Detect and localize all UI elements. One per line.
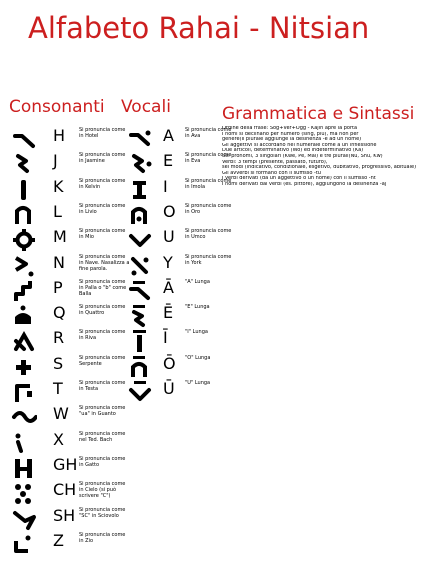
bar-caps-icon [127, 178, 153, 202]
latin-letter: Ō [163, 353, 176, 373]
consonants-heading: Consonanti [9, 97, 105, 117]
pronunciation-note: Si pronuncia come in Imola [185, 177, 232, 190]
latin-letter: Q [53, 303, 66, 323]
arch-mark-icon [127, 355, 153, 379]
latin-letter: O [163, 201, 176, 221]
latin-letter: Ē [163, 303, 174, 323]
slant-dot-icon [127, 254, 153, 278]
pronunciation-note: Si pronuncia come in Oro [185, 202, 232, 215]
pronunciation-note: Si pronuncia come in Zio [79, 531, 126, 544]
corner-dot-icon [11, 532, 37, 556]
pronunciation-note: Si pronuncia come in Mio [79, 228, 126, 241]
latin-letter: U [163, 227, 175, 247]
grammar-line: I nomi derivati dai verbi (es. pittore), aggiungono la desinenza -aj [222, 181, 387, 187]
bar-stroke-icon [11, 178, 37, 202]
zigzag-stroke-icon [11, 152, 37, 176]
grammar-line: Gli aggettivi si accordano nel numerale come a un inflessione [222, 142, 377, 148]
latin-letter: M [53, 227, 67, 247]
pronunciation-note: "U" Lunga [185, 380, 211, 386]
hook-bar-icon [11, 380, 37, 404]
pronunciation-note: Si pronuncia come in Jasmine [79, 152, 126, 165]
latin-letter: I [163, 176, 168, 196]
bar-mark-icon [127, 329, 153, 353]
stair-stroke-icon [11, 279, 37, 303]
latin-letter: L [53, 201, 62, 221]
gear-ring-icon [11, 228, 37, 252]
latin-letter: T [53, 379, 63, 398]
grammar-line: I nomi si declinano per numero (sing, plu), ma non per [222, 131, 359, 137]
pronunciation-note: Si pronuncia come in Umco [185, 228, 232, 241]
double-h-icon [11, 456, 37, 480]
pronunciation-note: Si pronuncia come in Testa [79, 380, 126, 392]
latin-letter: W [53, 404, 69, 424]
pronunciation-note: Si pronuncia come nel Ted. Bach [79, 430, 126, 443]
pronunciation-note: Si pronuncia come in Ava [185, 127, 232, 139]
dot-hook-icon [11, 431, 37, 455]
pronunciation-note: Si pronuncia come in Gatto [79, 455, 126, 468]
pronunciation-note: "A" Lunga [185, 278, 210, 285]
latin-letter: P [53, 277, 63, 297]
dome-dot-icon [11, 304, 37, 328]
pronunciation-note: Si pronuncia come Serpente [79, 354, 126, 367]
arch-dot-icon [127, 203, 153, 227]
grammar-line: sei modi (indicativo, condizionale, esgetivo, dubitativo, progressivo, abituale) [222, 165, 417, 171]
dot-cluster-icon [11, 481, 37, 505]
latin-letter: Z [53, 530, 64, 550]
hook-dot-icon [127, 127, 153, 151]
arch-stroke-icon [11, 203, 37, 227]
grammar-text [222, 126, 427, 188]
latin-letter: GH [53, 454, 78, 474]
chevron-dot-icon [11, 254, 37, 278]
pronunciation-note: Si pronuncia come in Quattro [79, 304, 126, 317]
latin-letter: Ū [163, 379, 175, 398]
latin-letter: K [53, 176, 64, 196]
grammar-line: Due articoli, determinativo (Wo) ed indeterminativo (Ka) [222, 148, 364, 154]
pronunciation-note: Si pronuncia come "ua" in Guanto [79, 405, 126, 418]
chevron-stroke-icon [127, 228, 153, 252]
pronunciation-note: Si pronuncia come in Cielo (si può scrivere "C") [79, 481, 126, 500]
pronunciation-note: Si pronuncia come in Eva [185, 152, 232, 165]
grammar-line: Ordine della frase: Sog+Ver+Ogg - Kajin apre la porta [222, 126, 358, 131]
grammar-line: Gli avverbi si formano con il suffisso -tu [222, 170, 321, 176]
pronunciation-note: Si pronuncia come in Riva [79, 329, 126, 342]
pronunciation-note: "I" Lunga [185, 329, 208, 336]
grammar-line: I verbi derivati (da un aggettivo o un nome) con il suffisso -nt [222, 176, 376, 182]
latin-letter: A [163, 126, 174, 145]
latin-letter: J [53, 151, 58, 171]
pronunciation-note: Si pronuncia come in York [185, 253, 232, 266]
grammar-heading: Grammatica e Sintassi [222, 104, 415, 124]
latin-letter: CH [53, 480, 77, 500]
latin-letter: N [53, 252, 65, 272]
latin-letter: H [53, 126, 66, 145]
chevron-mark-icon [127, 380, 153, 404]
grammar-line: genere(Il plurale aggiunge la desinenza -e ad un nome) [222, 137, 362, 143]
pronunciation-note: Si pronuncia come in Livio [79, 202, 126, 215]
latin-letter: X [53, 429, 64, 449]
grammar-line: Sei pronomi, 3 singolari (Kwe, Pe, Mai) e tre plurali(Nu, Shu, Kw) [222, 153, 383, 159]
fan-stroke-icon [11, 329, 37, 353]
pronunciation-note: Si pronuncia come in Palla o "b" come Balla [79, 278, 127, 297]
pronunciation-note: Si pronuncia come "SC" in Sciovolo [79, 506, 126, 519]
latin-letter: Ā [163, 277, 174, 297]
latin-letter: Ī [163, 328, 168, 348]
pronunciation-note: Si pronuncia come in Kelvin [79, 177, 126, 190]
cross-dots-icon [11, 355, 37, 379]
latin-letter: Y [163, 252, 173, 272]
grammar-line: Verbi: 3 tempi (presente, passato, futuro), [222, 159, 328, 165]
pronunciation-note: "O" Lunga [185, 354, 211, 361]
zigzag-mark-icon [127, 304, 153, 328]
latin-letter: E [163, 151, 174, 171]
hook-stroke-icon [11, 127, 37, 151]
latin-letter: S [53, 353, 64, 373]
hook-mark-icon [127, 279, 153, 303]
latin-letter: R [53, 328, 65, 348]
zigzag-dot-icon [127, 152, 153, 176]
page-title: Alfabeto Rahai - Nitsian [28, 11, 370, 45]
pronunciation-note: Si pronuncia come in Hotel [79, 127, 126, 139]
pronunciation-note: Si pronuncia come in Nave. Nasalizza a fine parola. [79, 253, 130, 272]
latin-letter: SH [53, 505, 76, 525]
vowels-heading: Vocali [121, 97, 171, 117]
wave-stroke-icon [11, 405, 37, 429]
loop-stroke-icon [11, 507, 37, 531]
pronunciation-note: "E" Lunga [185, 304, 210, 311]
